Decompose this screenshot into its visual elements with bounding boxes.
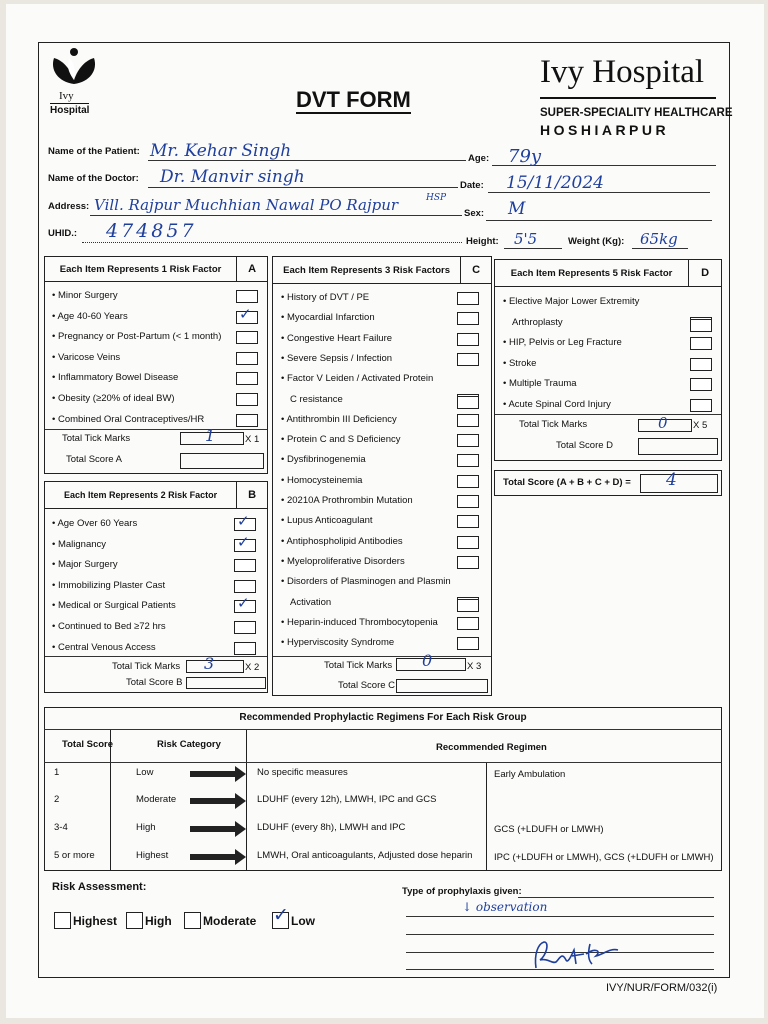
arrow-right-icon [190,798,236,804]
section-b-divider [45,656,267,657]
risk-item-checkbox[interactable] [457,353,479,366]
risk-item-label: • Immobilizing Plaster Cast [52,579,166,591]
risk-item-checkbox[interactable] [457,312,479,325]
risk-item-label: • Medical or Surgical Patients [52,600,176,612]
risk-item-label: • Major Surgery [52,559,118,571]
uhid-value[interactable]: 474857 [106,220,197,242]
risk-item-label: • Lupus Anticoagulant [281,515,373,527]
section-a-letter: A [236,257,267,281]
risk-item-label: • Antithrombin III Deficiency [281,413,397,425]
risk-item-checkbox[interactable] [457,475,479,488]
risk-item-checkbox[interactable] [234,642,256,655]
weight-value[interactable]: 65kg [640,230,678,248]
section-d-total-score-label: Total Score D [556,440,614,451]
risk-item-label: • Hyperviscosity Syndrome [281,637,395,649]
form-title: DVT FORM [296,88,411,114]
risk-option-checkbox[interactable] [184,912,201,929]
section-c-header-text: Each Item Represents 3 Risk Factors [283,264,450,276]
sex-value[interactable]: M [508,199,526,219]
height-line [504,248,562,249]
date-value[interactable]: 15/11/2024 [506,173,604,193]
address-value[interactable]: Vill. Rajpur Muchhian Nawal PO Rajpur [94,196,399,214]
risk-item-checkbox[interactable] [457,536,479,549]
risk-item-label: • Factor V Leiden / Activated Protein [281,373,434,385]
risk-item-label: • Antiphospholipid Antibodies [281,535,403,547]
sex-line [486,220,712,221]
risk-item-label: • Dysfibrinogenemia [281,454,366,466]
risk-item-checkbox[interactable] [236,372,258,385]
section-a-header-text: Each Item Represents 1 Risk Factor [59,263,222,275]
risk-item-checkbox[interactable] [236,393,258,406]
check-mark-icon: ✓ [237,533,250,551]
risk-item-label: • Myocardial Infarction [281,312,375,324]
risk-item-label: • Age 40-60 Years [52,310,128,322]
section-a-multiplier: X 1 [245,434,260,445]
section-a-total-ticks-value: 1 [205,426,216,445]
risk-item-checkbox[interactable] [457,617,479,630]
prophylaxis-label: Type of prophylaxis given: [402,886,522,897]
risk-item-checkbox[interactable] [234,559,256,572]
regimen-col-divider-1 [110,730,111,870]
arrow-right-icon [190,826,236,832]
risk-item-label: C resistance [290,393,343,405]
section-b-multiplier: X 2 [245,662,260,673]
risk-item-label: • Central Venous Access [52,641,156,653]
section-d-divider [495,414,721,415]
regimen-category: Low [136,767,154,778]
risk-item-checkbox[interactable] [690,337,712,350]
section-c-total-ticks-label: Total Tick Marks [324,660,393,671]
risk-item-checkbox[interactable] [690,399,712,412]
regimen-text: LMWH, Oral anticoagulants, Adjusted dose heparin [257,850,473,861]
risk-item-label: • Malignancy [52,538,107,550]
height-label: Height: [466,236,499,247]
section-d-total-ticks-value: 0 [658,414,668,432]
section-d-header-text: Each Item Represents 5 Risk Factor [510,267,673,279]
risk-item-label: • 20210A Prothrombin Mutation [281,495,413,506]
regimen-col-divider-3 [486,763,487,870]
risk-item-label: • Varicose Veins [52,351,121,363]
section-b-total-score-label: Total Score B [126,677,183,688]
regimen-score: 3-4 [54,822,68,833]
check-mark-icon: ✓ [237,513,250,530]
section-d-multiplier: X 5 [693,420,708,431]
risk-item-label: Arthroplasty [512,316,563,328]
check-mark-icon: ✓ [237,595,250,613]
section-a-total-score-box[interactable] [180,453,264,469]
risk-item-checkbox[interactable] [690,358,712,371]
risk-item-checkbox[interactable] [457,414,479,427]
date-label: Date: [460,180,484,191]
section-a-header [45,257,267,282]
height-value[interactable]: 5'5 [514,230,538,248]
patient-name-label: Name of the Patient: [48,146,140,157]
risk-item-label: • Combined Oral Contraceptives/HR [52,413,205,425]
risk-item-checkbox[interactable] [690,319,712,332]
risk-item-checkbox[interactable] [234,580,256,593]
section-c-total-ticks-value: 0 [422,651,433,670]
section-b-total-ticks-box[interactable] [186,660,244,673]
regimen-table [44,707,722,871]
prophylaxis-line-1 [518,897,714,898]
arrow-right-icon [190,854,236,860]
prophylaxis-value[interactable]: ↓ observation [462,900,548,914]
risk-item-label: • Congestive Heart Failure [281,332,393,344]
regimen-text: LDUHF (every 12h), LMWH, IPC and GCS [257,794,437,805]
ivy-logo-icon [48,46,100,90]
doctor-value[interactable]: Dr. Manvir singh [160,167,305,187]
section-d-total-ticks-label: Total Tick Marks [519,419,588,430]
header-rule [540,97,716,99]
risk-item-label: Activation [290,596,332,608]
risk-item-label: • Minor Surgery [52,290,118,301]
risk-item-label: • Heparin-induced Thrombocytopenia [281,616,438,628]
section-b-header-text: Each Item Represents 2 Risk Factor [64,490,218,500]
regimen-header-divider [44,762,722,763]
regimen-category: Moderate [136,794,177,805]
risk-item-checkbox[interactable] [690,378,712,391]
risk-option-checkbox[interactable] [54,912,71,929]
section-d-header [495,260,721,287]
risk-item-checkbox[interactable] [236,414,258,427]
risk-item-label: • Continued to Bed ≥72 hrs [52,621,166,632]
regimen-title-divider [44,729,722,730]
doctor-line [148,187,458,188]
logo-text-hospital: Hospital [50,105,90,116]
section-c-divider [273,656,491,657]
risk-item-label: • Age Over 60 Years [52,518,138,529]
tagline: SUPER-SPECIALITY HEALTHCARE [540,107,733,119]
risk-item-label: • Homocysteinemia [281,474,363,486]
section-b-letter: B [236,482,267,508]
risk-item-checkbox[interactable] [236,331,258,344]
risk-option-label: High [145,914,172,928]
hospital-name: Ivy Hospital [540,54,705,90]
risk-item-checkbox[interactable] [457,292,479,305]
risk-item-checkbox[interactable] [457,396,479,409]
uhid-line [82,242,462,243]
check-mark-icon: ✓ [239,305,252,323]
risk-item-checkbox[interactable] [457,454,479,467]
form-code: IVY/NUR/FORM/032(i) [606,982,718,994]
regimen-extra: IPC (+LDUFH or LMWH), GCS (+LDUFH or LMWH) [494,852,714,863]
risk-item-label: • Severe Sepsis / Infection [281,352,393,364]
risk-option-checkbox[interactable] [126,912,143,929]
arrow-right-icon [190,771,236,777]
regimen-col-divider-2 [246,730,247,870]
age-value[interactable]: 79y [508,146,542,167]
weight-line [632,248,688,249]
risk-item-checkbox[interactable] [457,495,479,508]
address-note: HSP [426,193,447,203]
weight-label: Weight (Kg): [568,236,625,247]
risk-item-label: • HIP, Pelvis or Leg Fracture [503,337,622,348]
risk-item-label: • Multiple Trauma [503,378,577,389]
regimen-score: 1 [54,767,60,778]
prophylaxis-line-2 [406,916,714,917]
regimen-table-title: Recommended Prophylactic Regimens For Each Risk Group [239,712,527,723]
section-a-total-ticks-label: Total Tick Marks [62,433,131,444]
risk-item-label: • History of DVT / PE [281,292,370,303]
risk-item-checkbox[interactable] [457,637,479,650]
grand-total-field[interactable] [640,474,718,493]
risk-item-label: • Pregnancy or Post-Partum (< 1 month) [52,331,222,343]
risk-option-label: Highest [73,914,118,928]
regimen-text: No specific measures [257,767,348,778]
risk-item-checkbox[interactable] [457,333,479,346]
section-c-multiplier: X 3 [467,661,482,672]
uhid-label: UHID.: [48,228,78,239]
section-b-total-ticks-label: Total Tick Marks [112,661,181,672]
risk-assessment-label: Risk Assessment: [52,881,147,893]
risk-item-checkbox[interactable] [457,434,479,447]
risk-option-label: Moderate [203,914,257,928]
city: HOSHIARPUR [540,122,670,138]
risk-item-checkbox[interactable] [457,515,479,528]
regimen-text: LDUHF (every 8h), LMWH and IPC [257,822,406,833]
section-a-divider [45,429,267,430]
regimen-col-regimen: Recommended Regimen [436,742,547,753]
risk-item-checkbox[interactable] [457,556,479,569]
doctor-label: Name of the Doctor: [48,173,139,184]
regimen-score: 2 [54,794,60,805]
section-d-total-score-box[interactable] [638,438,718,455]
risk-item-label: • Elective Major Lower Extremity [503,296,640,307]
risk-item-label: • Inflammatory Bowel Disease [52,372,179,384]
risk-item-checkbox[interactable] [236,290,258,303]
logo-text-ivy: Ivy [59,90,74,102]
grand-total-value: 4 [666,470,677,490]
section-d-letter: D [688,260,721,286]
section-c-total-score-box[interactable] [396,679,488,693]
section-c-header [273,257,491,284]
regimen-extra: GCS (+LDUFH or LMWH) [494,824,604,835]
risk-option-label: Low [291,914,315,928]
risk-item-checkbox[interactable] [457,599,479,612]
section-a-total-score-label: Total Score A [66,454,122,465]
address-label: Address: [48,201,90,212]
section-c-total-score-label: Total Score C [338,680,396,691]
regimen-extra: Early Ambulation [494,769,566,780]
signature-icon [528,934,624,974]
regimen-category: High [136,822,156,833]
section-b-header [45,482,267,509]
address-line [90,215,462,216]
risk-item-label: • Disorders of Plasminogen and Plasmin [281,576,451,588]
check-mark-icon: ✓ [273,905,289,926]
regimen-col-category: Risk Category [157,739,221,750]
risk-item-checkbox[interactable] [236,352,258,365]
risk-item-label: • Myeloproliferative Disorders [281,555,405,567]
sex-label: Sex: [464,208,485,219]
regimen-col-total: Total Score [62,739,114,750]
risk-item-label: • Obesity (≥20% of ideal BW) [52,393,175,404]
risk-item-label: • Stroke [503,357,537,369]
patient-name-value[interactable]: Mr. Kehar Singh [150,141,292,161]
risk-item-label: • Protein C and S Deficiency [281,434,401,446]
age-label: Age: [468,153,490,164]
section-b-total-ticks-value: 3 [204,654,215,673]
risk-item-checkbox[interactable] [234,621,256,634]
section-b-total-score-box[interactable] [186,677,266,689]
risk-item-label: • Acute Spinal Cord Injury [503,398,611,410]
regimen-category: Highest [136,850,169,861]
section-c-letter: C [460,257,491,283]
grand-total-label: Total Score (A + B + C + D) = [503,477,631,488]
regimen-score: 5 or more [54,850,95,861]
